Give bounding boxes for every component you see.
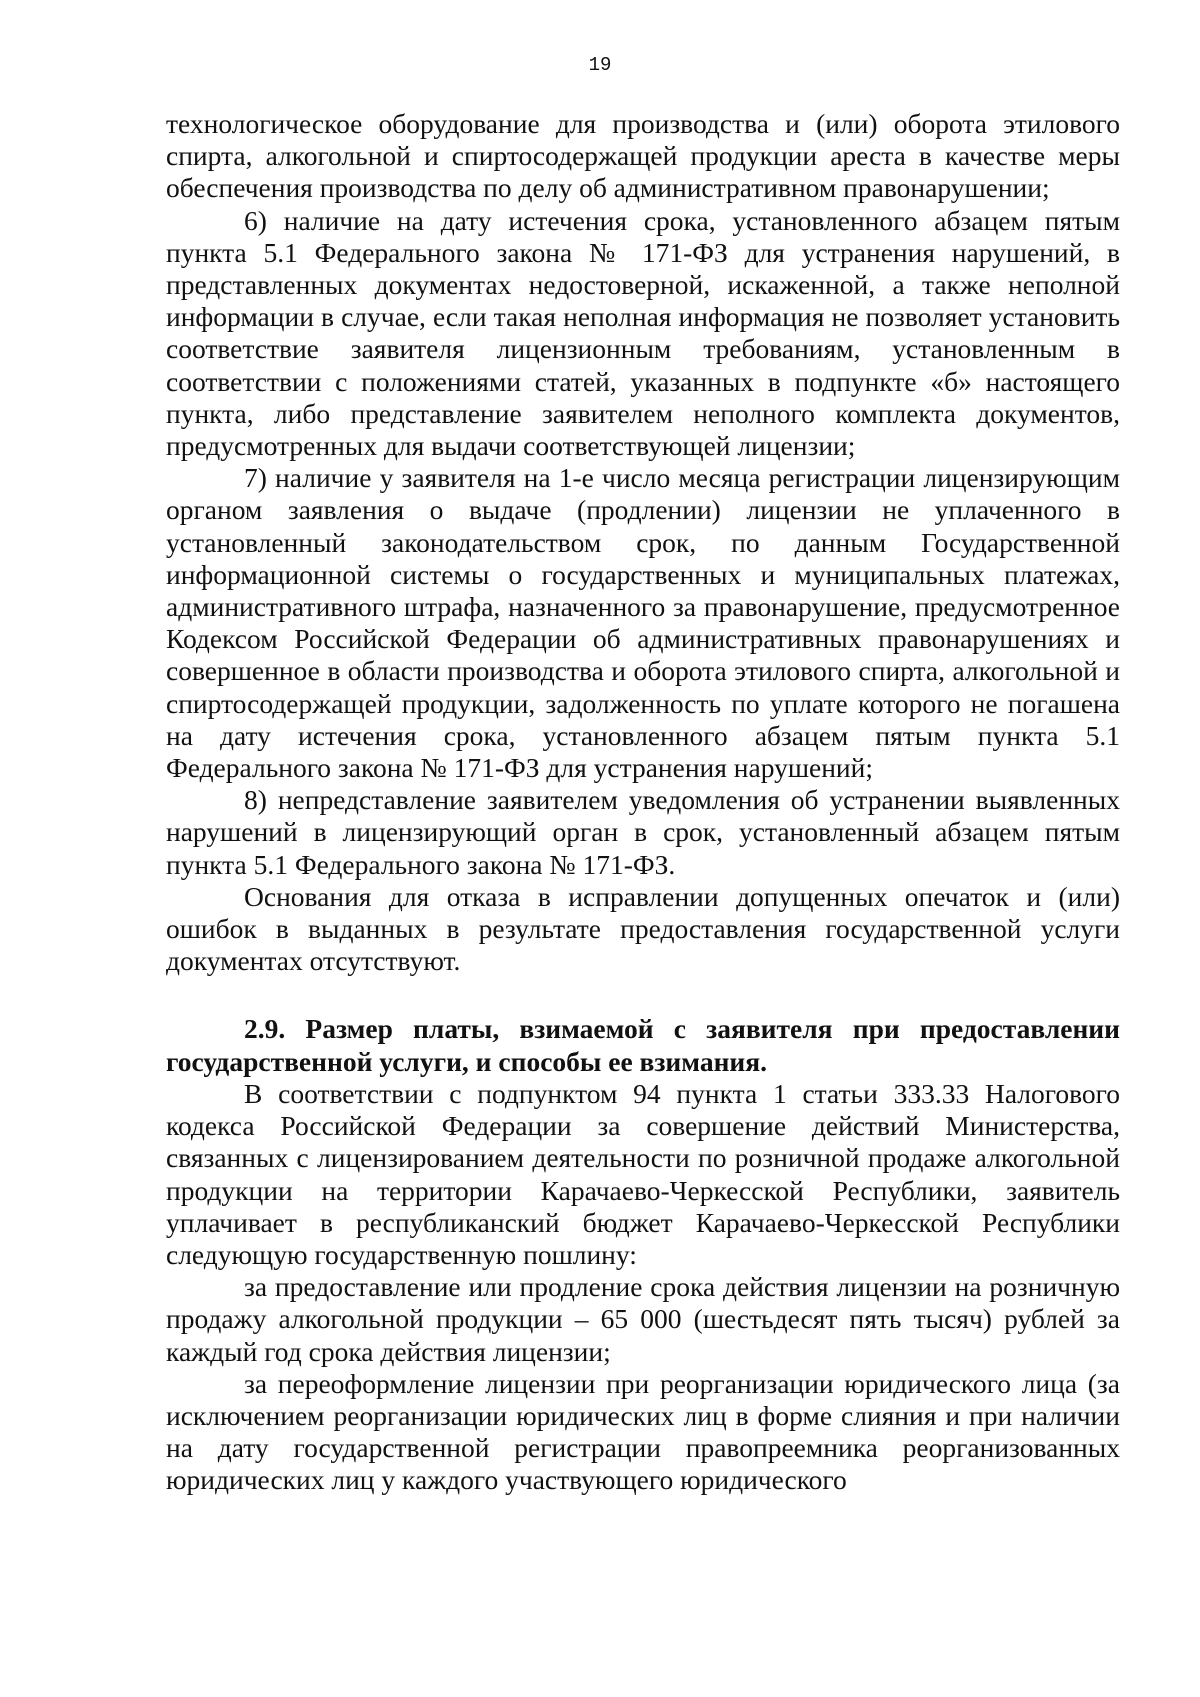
page-number: 19	[588, 54, 612, 76]
paragraph-tax-code: В соответствии с подпунктом 94 пункта 1 статьи 333.33 Налогового кодекса Российской Федерации за совершение действий Министерства, связанных с лицензированием деятельности по розничной продаже алкогольной продукции на территории Карачаево-Черкесской Республики, заявитель уплачивает в республиканский бюджет Карачаево-Черкесской Республики следующую государственную пошлину:	[166, 1077, 1120, 1270]
document-body	[166, 108, 1120, 1497]
section-heading-2-9: 2.9. Размер платы, взимаемой с заявителя при предоставлении государственной услуги, и способы ее взимания.	[166, 1013, 1120, 1077]
paragraph-continuation: технологическое оборудование для производства и (или) оборота этилового спирта, алкогольной и спиртосодержащей продукции ареста в качестве меры обеспечения производства по делу об административном правонарушении;	[166, 108, 1120, 204]
list-item-7: 7) наличие у заявителя на 1-е число месяца регистрации лицензирующим органом заявления о выдаче (продлении) лицензии не уплаченного в установленный законодательством срок, по данным Государственной информационной системы о государственных и муниципальных платежах, административного штрафа, назначенного за правонарушение, предусмотренное Кодексом Российской Федерации об административных правонарушениях и совершенное в области производства и оборота этилового спирта, алкогольной и спиртосодержащей продукции, задолженность по уплате которого не погашена на дату истечения срока, установленного абзацем пятым пункта 5.1 Федерального закона № 171-ФЗ для устранения нарушений;	[166, 462, 1120, 784]
paragraph-no-refusal-grounds: Основания для отказа в исправлении допущенных опечаток и (или) ошибок в выданных в результате предоставления государственной услуги документах отсутствуют.	[166, 880, 1120, 977]
list-item-6: 6) наличие на дату истечения срока, установленного абзацем пятым пункта 5.1 Федерального закона № 171-ФЗ для устранения нарушений, в представленных документах недостоверной, искаженной, а также неполной информации в случае, если такая неполная информация не позволяет установить соответствие заявителя лицензионным требованиям, установленным в соответствии с положениями статей, указанных в подпункте «б» настоящего пункта, либо представление заявителем неполного комплекта документов, предусмотренных для выдачи соответствующей лицензии;	[166, 204, 1120, 462]
paragraph-fee-license: за предоставление или продление срока действия лицензии на розничную продажу алкогольной продукции – 65 000 (шестьдесят пять тысяч) рублей за каждый год срока действия лицензии;	[166, 1271, 1120, 1367]
paragraph-fee-reissue: за переоформление лицензии при реорганизации юридического лица (за исключением реорганизации юридических лиц в форме слияния и при наличии на дату государственной регистрации правопреемника реорганизованных юридических лиц у каждого участвующего юридического	[166, 1367, 1120, 1496]
list-item-8: 8) непредставление заявителем уведомления об устранении выявленных нарушений в лицензирующий орган в срок, установленный абзацем пятым пункта 5.1 Федерального закона № 171-ФЗ.	[166, 784, 1120, 880]
